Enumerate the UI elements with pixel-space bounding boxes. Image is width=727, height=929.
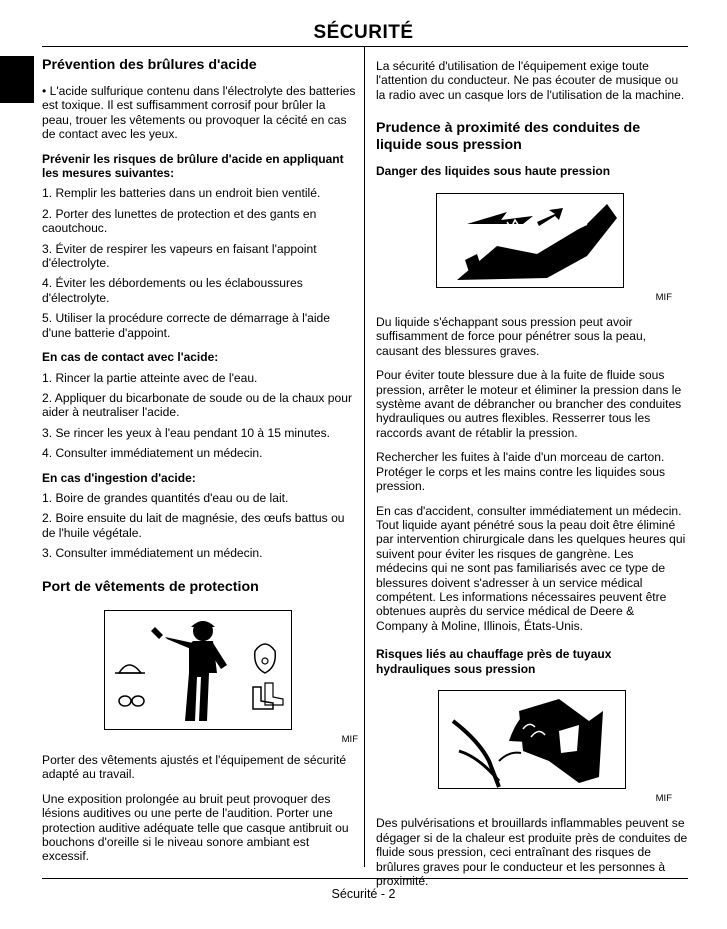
list-item: 1. Boire de grandes quantités d'eau ou de lait.: [42, 490, 289, 505]
section-tab-marker: [0, 56, 34, 103]
protective-clothing-title: Port de vêtements de protection: [42, 578, 259, 595]
figure-caption: MIF: [655, 291, 672, 303]
header-divider: [42, 46, 688, 47]
release-pressure-paragraph: Pour éviter toute blessure due à la fuite de fluide sous pression, arrêter le moteur et éliminer la pression dans le système avant de débrancher ou brancher des conduites hydrauliques ou autres flexibles. Resserrer tous les raccords avant de rétablir la pression.: [376, 368, 682, 440]
prevent-heading: Prévenir les risques de brûlure d'acide en appliquant les mesures suivantes:: [42, 151, 344, 181]
list-item: 3. Se rincer les yeux à l'eau pendant 10 à 15 minutes.: [42, 425, 331, 440]
contact-heading: En cas de contact avec l'acide:: [42, 350, 219, 365]
left-column: [42, 57, 358, 864]
page-title: SÉCURITÉ: [313, 22, 414, 43]
worker-with-ppe-illustration: [105, 611, 291, 729]
pressure-lines-title: Prudence à proximité des conduites de liquide sous pression: [376, 120, 641, 154]
acid-burn-title: Prévention des brûlures d'acide: [42, 57, 257, 73]
pressure-penetration-paragraph: Du liquide s'échappant sous pression peut avoir suffisamment de force pour pénétrer sous la peau, causant des blessures graves.: [376, 315, 647, 358]
figure-caption: MIF: [655, 792, 672, 804]
list-item: 4. Consulter immédiatement un médecin.: [42, 446, 263, 461]
leak-check-paragraph: Rechercher les fuites à l'aide d'un morceau de carton. Protéger le corps et les mains contre les liquides sous pression.: [376, 450, 666, 494]
list-item: 5. Utiliser la procédure correcte de démarrage à l'aide d'une batterie d'appoint.: [42, 311, 331, 340]
attention-paragraph: La sécurité d'utilisation de l'équipement exige toute l'attention du conducteur. Ne pas écouter de musique ou la radio avec un casque lors de l'utilisation de la machine.: [376, 59, 685, 102]
hearing-paragraph: Une exposition prolongée au bruit peut provoquer des lésions auditives ou une perte de l'audition. Porter une protection auditive adéquate telle que casque antibruit ou bouchons d'oreille si le niveau sonore ambiant est excessif.: [42, 791, 349, 864]
footer-divider: [42, 878, 688, 879]
list-item: 1. Remplir les batteries dans un endroit bien ventilé.: [42, 186, 321, 201]
protective-equipment-figure: [104, 610, 292, 730]
right-column: [376, 59, 688, 888]
list-item: 1. Rincer la partie atteinte avec de l'eau.: [42, 370, 258, 385]
figure-caption: MIF: [341, 733, 358, 745]
column-divider: [364, 47, 365, 867]
heating-hazard-figure: [438, 690, 626, 789]
accident-paragraph: En cas d'accident, consulter immédiatement un médecin. Tout liquide ayant pénétré sous la peau doit être éliminé par intervention chirurgicale dans les quelques heures qui suivent pour éviter les risques de gangrène. Les médecins qui ne sont pas familiarisés avec ce type de blessures doivent s'adresser à un service médical compétent. Les informations nécessaires peuvent être obtenues auprès du service médical de Deere & Company à Moline, Illinois, États-Unis.: [376, 503, 686, 633]
clothing-paragraph: Porter des vêtements ajustés et l'équipement de sécurité adapté au travail.: [42, 752, 347, 782]
ingestion-heading: En cas d'ingestion d'acide:: [42, 470, 196, 485]
list-item: 2. Boire ensuite du lait de magnésie, des œufs battus ou de l'huile végétale.: [42, 511, 345, 540]
flammable-spray-paragraph: Des pulvérisations et brouillards inflammables peuvent se dégager si de la chaleur est produite près de conduites de fluide sous pression, ceci entraînant des risques de brûlures graves pour le conducteur et les personnes à proximité.: [376, 816, 688, 888]
high-pressure-figure: [436, 193, 624, 288]
list-item: 3. Éviter de respirer les vapeurs en faisant l'appoint d'électrolyte.: [42, 241, 317, 271]
fluid-injection-illustration: [437, 194, 623, 287]
high-pressure-heading: Danger des liquides sous haute pression: [376, 164, 611, 179]
torch-on-hose-illustration: [439, 691, 625, 788]
list-item: 4. Éviter les débordements ou les éclaboussures d'électrolyte.: [42, 276, 303, 305]
acid-intro-paragraph: • L'acide sulfurique contenu dans l'électrolyte des batteries est toxique. Il est suffisamment corrosif pour brûler la peau, trouer les vêtements ou provoquer la cécité en cas de contact avec les yeux.: [42, 84, 356, 142]
list-item: 2. Appliquer du bicarbonate de soude ou de la chaux pour aider à neutraliser l'acide.: [42, 390, 352, 420]
heating-hazard-heading: Risques liés au chauffage près de tuyaux hydrauliques sous pression: [376, 647, 612, 676]
list-item: 2. Porter des lunettes de protection et des gants en caoutchouc.: [42, 206, 317, 236]
list-item: 3. Consulter immédiatement un médecin.: [42, 546, 263, 561]
page-number: Sécurité - 2: [331, 887, 396, 901]
